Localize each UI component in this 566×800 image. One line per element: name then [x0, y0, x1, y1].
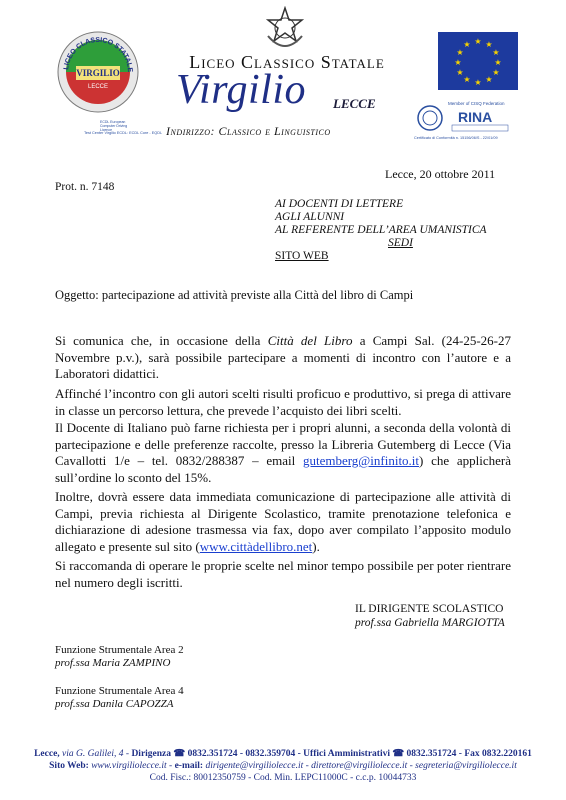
school-logo [56, 30, 140, 114]
svg-text:★: ★ [494, 58, 502, 67]
ecdl-label: ECDL European Computer Driving Licence [100, 120, 128, 132]
rina-certification-logo [416, 98, 516, 134]
eu-flag-icon [438, 32, 518, 90]
protocol-number: Prot. n. 7148 [55, 181, 115, 193]
signature-role: IL DIRIGENTE SCOLASTICO [355, 603, 504, 615]
svg-text:★: ★ [463, 40, 471, 49]
italian-republic-emblem [262, 6, 308, 54]
school-title: Liceo Classico Statale [189, 52, 385, 72]
letter-subject: Oggetto: partecipazione ad attività previste alla Città del libro di Campi [55, 288, 414, 302]
fs-role: Funzione Strumentale Area 4 [55, 685, 184, 697]
paragraph-3: Il Docente di Italiano può farne richiesta per i propri alunni, a seconda della volontà di partecipazione e delle preferenze raccolte, presso la Libreria Gutemberg di Lecce (Via Cavallotti 1/e – tel. 0832/288387 – email gutemberg@infinito.it) che applicherà sull’ordine lo sconto del 15%. [55, 420, 511, 485]
email-link[interactable]: gutemberg@infinito.it [302, 453, 420, 468]
citta-del-libro: Città del Libro [267, 333, 353, 348]
svg-text:★: ★ [492, 68, 500, 77]
funzione-strumentale-2 [55, 644, 184, 670]
funzione-strumentale-4 [55, 685, 184, 711]
signature-name: prof.ssa Gabriella MARGIOTTA [355, 617, 505, 629]
svg-text:★: ★ [492, 48, 500, 57]
school-name: Virgilio [176, 67, 306, 113]
recipient-sedi: SEDI [388, 237, 413, 249]
recipients-block [275, 198, 487, 250]
fs-name: prof.ssa Danila CAPOZZA [55, 698, 174, 710]
letter-date: Lecce, 20 ottobre 2011 [385, 167, 496, 181]
logo-center-text: VIRGILIO [76, 68, 120, 78]
recipient-line: AI DOCENTI DI LETTERE [275, 198, 404, 210]
logo-ring-text: LICEO CLASSICO STATALE [63, 36, 134, 73]
recipient-sito-web: SITO WEB [275, 250, 329, 262]
svg-text:★: ★ [485, 75, 493, 84]
signature-block [355, 602, 505, 630]
footer-codes-line: Cod. Fisc.: 80012350759 - Cod. Min. LEPC11000C - c.c.p. 10044733 [149, 773, 417, 783]
fs-name: prof.ssa Maria ZAMPINO [55, 657, 171, 669]
paragraph-4: Inoltre, dovrà essere data immediata comunicazione di partecipazione alle attività di Campi, previa richiesta al Dirigente Scolastico, tramite prenotazione telefonica e dichiarazione di adesione trasmessa via fax, dopo aver compilato l’apposito modulo allegato e presente sul sito (www.cittàdellibro.net). [55, 489, 511, 554]
rina-certificate-number: Certificato di Conformità n. 15156/06/S - 22/01/09 [414, 136, 498, 140]
svg-text:★: ★ [485, 40, 493, 49]
recipient-line: AL REFERENTE DELL’AREA UMANISTICA [275, 224, 487, 236]
svg-text:★: ★ [474, 78, 482, 87]
footer-web-line: Sito Web: www.virgiliolecce.it - e-mail: dirigente@virgiliolecce.it - direttore@virgiliolecce.it - segreteria@virgiliolecce.it [49, 761, 517, 771]
svg-text:★: ★ [456, 48, 464, 57]
website-link[interactable]: www.cittàdellibro.net [199, 538, 313, 554]
rina-top-text: Member of CISQ Federation [448, 101, 505, 106]
paragraph-5: Si raccomanda di operare le proprie scelte nel minor tempo possibile per poter rientrare nel numero degli iscritti. [55, 558, 511, 590]
paragraph-1: Si comunica che, in occasione della Città del Libro a Campi Sal. (24-25-26-27 Novembre p.v.), sarà possibile partecipare a momenti di incontro con l’autore e a Laboratori didattici. [55, 333, 512, 381]
letterhead-footer [20, 748, 546, 784]
svg-text:★: ★ [463, 75, 471, 84]
rina-label: RINA [458, 109, 493, 125]
logo-city-text: LECCE [87, 84, 109, 90]
svg-text:★: ★ [454, 58, 462, 67]
paragraph-2: Affinché l’incontro con gli autori scelti risulti proficuo e produttivo, si prega di attivare in classe un percorso lettura, che prevede l’acquisto dei libri scelti. [55, 386, 511, 418]
svg-text:★: ★ [456, 68, 464, 77]
school-city: LECCE [333, 96, 376, 111]
svg-text:★: ★ [474, 37, 482, 46]
school-indirizzo: Indirizzo: Classico e Linguistico [166, 124, 331, 138]
recipient-line: AGLI ALUNNI [275, 211, 345, 223]
footer-address-line: Lecce, via G. Galilei, 4 - Dirigenza ☎ 0832.351724 - 0832.359704 - Uffici Amministrativi ☎ 0832.351724 - Fax 0832.220161 [34, 749, 532, 759]
fs-role: Funzione Strumentale Area 2 [55, 644, 184, 656]
ecdl-test-center: Test Center Virgilio ECDL: ECDL Core - EQDL [84, 131, 163, 135]
